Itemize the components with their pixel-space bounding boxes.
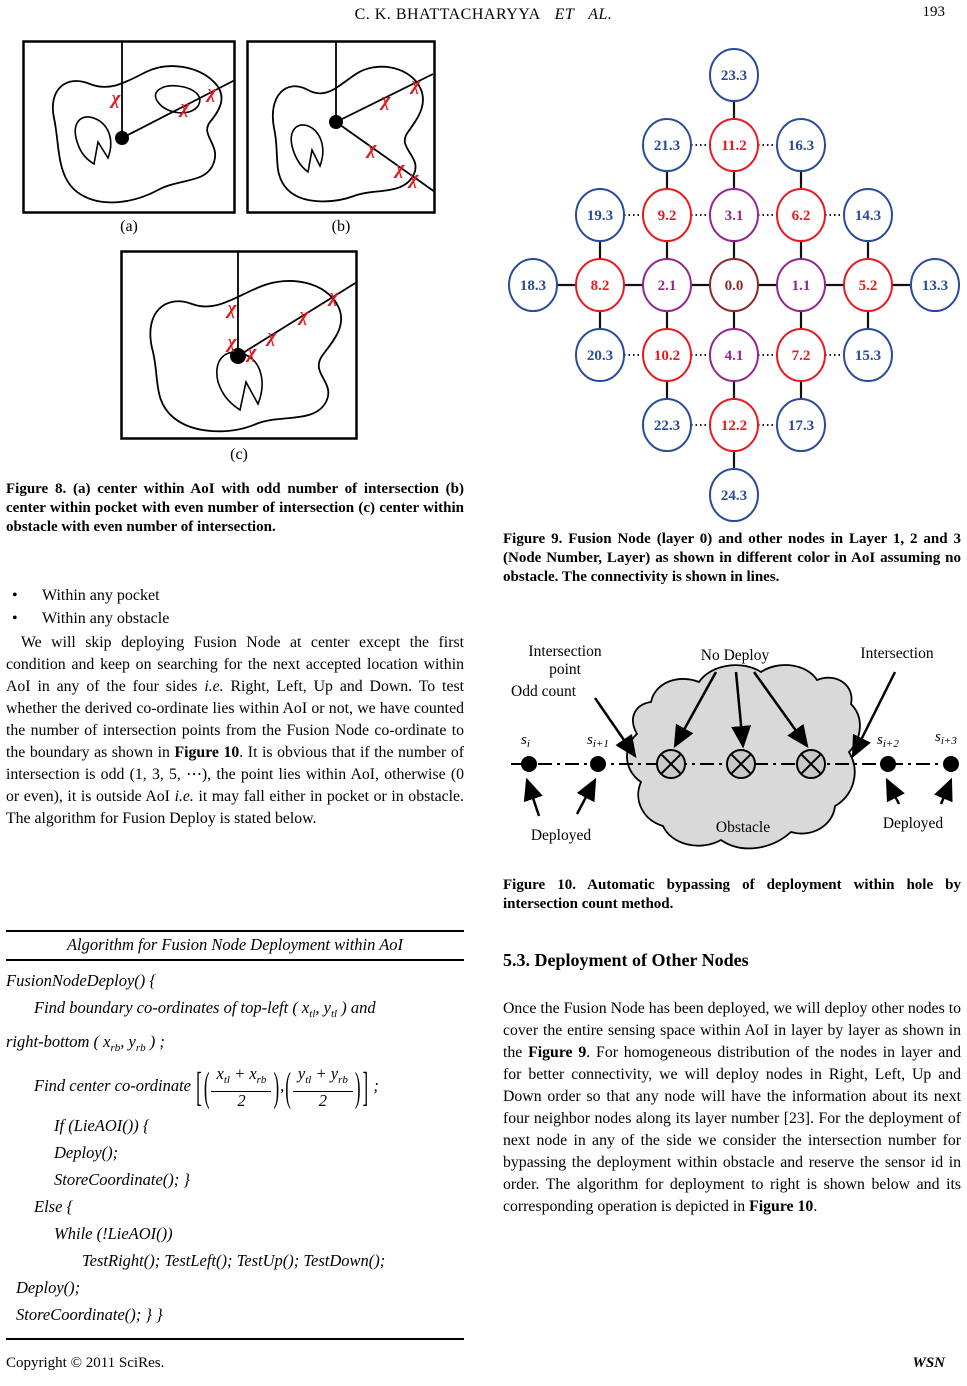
fig9-node [643,189,691,241]
page-header [0,6,967,24]
fig9-node [576,189,624,241]
figure8-panel-a [22,40,236,214]
figure8-label-a: (a) [120,218,138,235]
center-dot [329,115,343,129]
bullet-item [6,607,464,630]
algorithm-line: Deploy(); [54,1143,119,1162]
fig9-node [643,259,691,311]
algorithm-line: Find boundary co-ordinates of top-left ( $x_{tl}$, $y_{tl}$ ) and [34,998,376,1020]
chi-mark: χ [409,168,419,189]
chi-mark: χ [381,90,391,111]
algorithm-line: If (LieAOI()) { [54,1116,150,1135]
label-deployed-right: Deployed [882,815,944,832]
figure8-panel-c [120,250,358,440]
algorithm-box [6,930,464,1340]
fig9-node-label: 2.1 [657,278,677,294]
aoi-rect [122,252,357,439]
chi-mark: χ [207,82,217,103]
pocket-curve [291,125,323,172]
figure10-svg [503,636,961,868]
bullet-dot-icon: • [12,587,18,604]
bullet-item [6,584,464,607]
fig9-node-label: 10.2 [653,348,681,364]
sensor-dot [521,756,537,772]
no-deploy-node [727,750,755,778]
sensor-label-si2: $s_{i+2}$ [877,732,899,750]
arrow-deployed [527,780,539,816]
label-obstacle: Obstacle [715,819,771,836]
chi-mark: χ [329,286,339,307]
fig9-node-label: 4.1 [724,348,744,364]
fig9-node [710,49,758,101]
fig9-node [710,329,758,381]
figure9-caption: Figure 9. Fusion Node (layer 0) and other nodes in Layer 1, 2 and 3 (Node Number, Layer) as shown in different color in AoI assuming no obstacle. The connectivity is shown in lines. [503,531,961,585]
fig9-node-label: 9.2 [657,208,677,224]
label-intersection-point-1: Intersection [528,643,602,660]
bullet-text: Within any obstacle [42,610,170,627]
fig9-node-label: 19.3 [586,208,614,224]
label-deployed-left: Deployed [530,827,592,844]
fig9-node-label: 1.1 [791,278,811,294]
fig9-node [844,189,892,241]
label-intersection-point-2: point [549,661,581,678]
fig9-node [844,259,892,311]
fig9-node-label: 22.3 [653,418,681,434]
fig9-node [777,259,825,311]
figure10-caption: Figure 10. Automatic bypassing of deployment within hole by intersection count method. [503,877,961,912]
arrow-deployed [577,780,595,814]
fig9-node [777,329,825,381]
arrow-deployed [887,780,899,804]
fig9-node [576,329,624,381]
fig9-node-label: 20.3 [586,348,614,364]
fig9-node [777,119,825,171]
fig9-node [710,399,758,451]
algorithm-line: StoreCoordinate(); } } [16,1305,163,1324]
figure8-label-b: (b) [331,218,351,235]
fig9-node [710,259,758,311]
label-intersection: Intersection [860,645,934,662]
fig9-node [911,259,959,311]
bullet-list [6,584,464,630]
fig9-node [777,399,825,451]
sensor-label-si3: $s_{i+3}$ [935,729,957,747]
fig9-node-label: 0.0 [724,278,744,294]
no-deploy-node [657,750,685,778]
center-dot [115,131,129,145]
header-etal: ET AL. [554,6,613,23]
algorithm-line: StoreCoordinate(); } [54,1170,190,1189]
fig9-node-label: 11.2 [721,138,747,154]
algorithm-body [6,961,464,1338]
figure8-caption: Figure 8. (a) center within AoI with odd number of intersection (b) center within pocket with even number of intersection (c) center within obstacle with even number of intersection. [6,481,464,535]
chi-mark: χ [299,305,309,326]
fig9-node-label: 23.3 [720,68,748,84]
fig9-node-label: 7.2 [791,348,811,364]
algorithm-line: right-bottom ( $x_{rb}$, $y_{rb}$ ) ; [6,1032,165,1054]
bullet-dot-icon: • [12,610,18,627]
figure8-panel-b [246,40,436,214]
aoi-boundary-curve [273,67,423,202]
aoi-boundary-curve [53,66,222,202]
fig9-node-label: 6.2 [791,208,811,224]
fig9-node [576,259,624,311]
fig9-node-label: 15.3 [854,348,882,364]
fig9-node-label: 16.3 [787,138,815,154]
fig9-node [509,259,557,311]
fig9-node-label: 24.3 [720,488,748,504]
algorithm-line: FusionNodeDeploy() { [6,971,157,990]
chi-mark: χ [411,74,421,95]
pocket-curve [75,117,111,164]
sensor-label-si: $s_i$ [521,732,530,750]
algorithm-line: Deploy(); [16,1278,81,1297]
footer-journal: WSN [912,1355,945,1371]
footer-copyright: Copyright © 2011 SciRes. [6,1355,165,1371]
bullet-text: Within any pocket [42,587,160,604]
fig9-node [643,329,691,381]
algorithm-line: Find center co-ordinate [ ( $\frac{x_{tl} + x_{rb}}{2}$ ),( $\frac{y_{tl} + y_{rb}}{2}$ ) ] ; [34,1064,379,1110]
chi-mark: χ [367,138,377,159]
algorithm-line: Else { [34,1197,74,1216]
ray-diagonal-down [336,122,435,192]
figure8-label-c: (c) [230,446,248,463]
sensor-dot [943,756,959,772]
fig9-node [710,119,758,171]
chi-mark: χ [247,342,257,363]
fig9-node [710,189,758,241]
right-paragraph: Once the Fusion Node has been deployed, we will deploy other nodes to cover the entire sensing space within AoI in layer by layer as shown in the Figure 9. For homogeneous distribution of the nodes in layer and for better connectivity, we will deploy nodes in Right, Left, Up and Down order so that any node will have the information about its next four neighbor nodes along its layer number [23]. For the deployment of next node in any of the side we consider the intersection number for bypassing the deployment within obstacle and reserve the sensor id in order. The algorithm for deployment to right is shown below and its corresponding operation is depicted in Figure 10. [503,1000,961,1215]
fig9-node-label: 14.3 [854,208,882,224]
sensor-label-si1: $s_{i+1}$ [587,732,609,750]
page-number: 193 [922,4,945,20]
fig9-node [844,329,892,381]
header-authors: C. K. BHATTACHARYYA [354,6,541,23]
algorithm-line: While (!LieAOI()) [54,1224,173,1243]
fig9-node-label: 17.3 [787,418,815,434]
fig9-node-label: 12.2 [720,418,748,434]
chi-mark: χ [267,326,277,347]
chi-mark: χ [180,97,190,118]
arrow-deployed [941,780,951,804]
sensor-dot [880,756,896,772]
chi-mark: χ [227,298,237,319]
algorithm-title: Algorithm for Fusion Node Deployment within AoI [6,930,464,961]
fig9-node [643,119,691,171]
fig9-node [643,399,691,451]
fig9-node-label: 5.2 [858,278,878,294]
fig9-node-label: 21.3 [653,138,681,154]
chi-mark: χ [111,88,121,109]
fig9-node-label: 18.3 [519,278,547,294]
label-odd-count: Odd count [511,683,577,700]
fig9-node-label: 3.1 [724,208,744,224]
label-no-deploy: No Deploy [700,647,770,664]
chi-mark: χ [227,332,237,353]
no-deploy-node [797,750,825,778]
section-heading: 5.3. Deployment of Other Nodes [503,950,749,970]
aoi-rect [248,42,435,213]
left-paragraph: We will skip deploying Fusion Node at center except the first condition and keep on searching for the next accepted location within AoI in any of the four sides i.e. Right, Left, Up and Down. To test whether the derived co-ordinate lies within AoI or not, we have counted the number of intersection points from the Fusion Node co-ordinate to the boundary as shown in Figure 10. It is obvious that if the number of intersection is odd (1, 3, 5, ⋯), the point lies within AoI, otherwise (0 or even), it is outside AoI i.e. it may fall either in pocket or in obstacle. The algorithm for Fusion Deploy is stated below. [6,634,464,827]
fig9-node [710,469,758,521]
sensor-dot [590,756,606,772]
chi-mark: χ [395,158,405,179]
algorithm-line: TestRight(); TestLeft(); TestUp(); TestDown(); [82,1251,386,1270]
fig9-node-label: 8.2 [590,278,610,294]
figure9-svg [503,42,961,528]
fig9-node [777,189,825,241]
fig9-node-label: 13.3 [921,278,949,294]
